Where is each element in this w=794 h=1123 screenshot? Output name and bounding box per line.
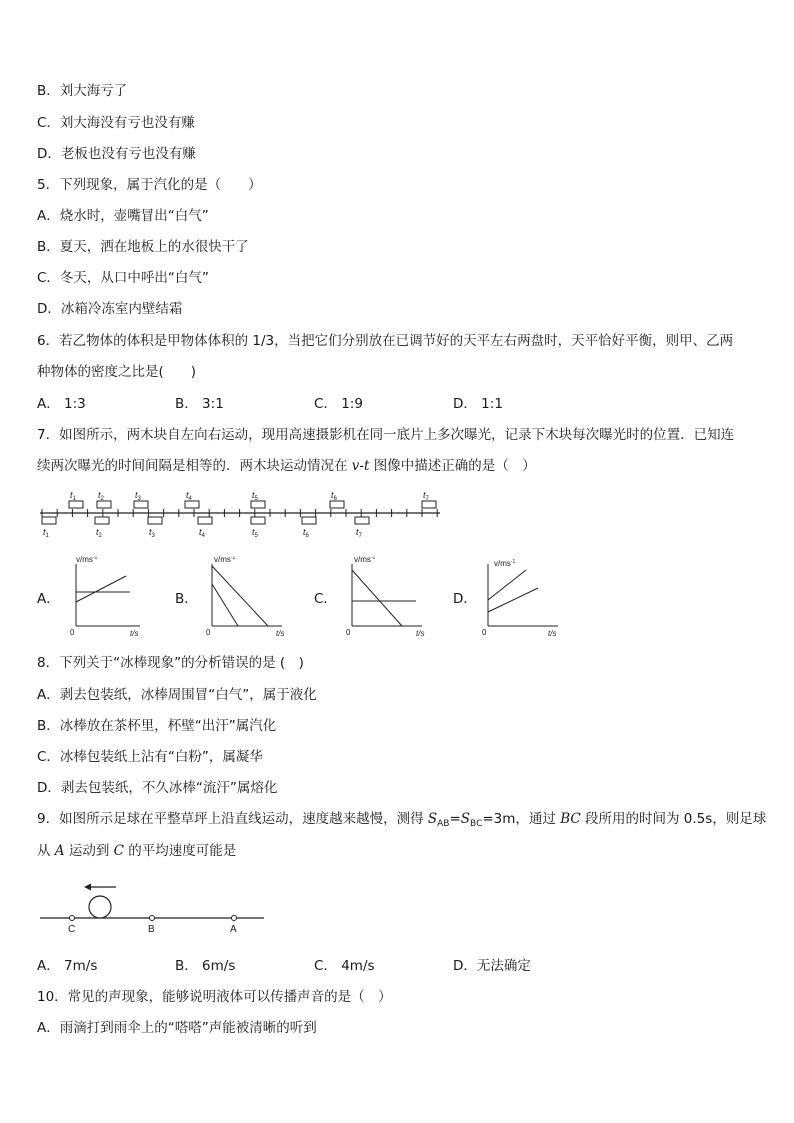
q8-option-c: C．冰棒包装纸上沾有“白粉”，属凝华	[37, 749, 263, 765]
q8-option-b: B．冰棒放在茶杯里，杯壁“出汗”属汽化	[37, 718, 277, 734]
q6-stem-line2: 种物体的密度之比是( )	[37, 364, 197, 380]
lower-block-label: $t_1$	[43, 527, 49, 539]
svg-text:v/ms-1	[494, 559, 516, 568]
q5-option-b: B．夏天，洒在地板上的水很快干了	[37, 239, 249, 255]
q7-stem-text-a: 续两次曝光的时间间隔是相等的．两木块运动情况在	[37, 458, 352, 474]
point-a-marker	[232, 916, 237, 921]
lower-block-label: $t_7$	[356, 527, 362, 539]
lower-block	[251, 517, 265, 524]
q9-text-f: 的平均速度可能是	[123, 843, 237, 859]
q7-graph-c	[338, 556, 436, 638]
q7-exposure-strip	[38, 487, 448, 539]
q7-stem-line2	[37, 457, 536, 475]
graph-c-ylabel: v/ms	[354, 556, 371, 564]
q5-stem: 5．下列现象，属于汽化的是（ ）	[37, 177, 262, 193]
q9-subscript-ab: AB	[437, 819, 450, 829]
graph-b-xlabel: t/s	[276, 629, 285, 638]
upper-block-label: $t_2$	[98, 490, 104, 502]
q9-option-a: A． 7m/s	[37, 958, 98, 974]
upper-block-label: $t_4$	[186, 490, 192, 502]
q6-stem-line1: 6．若乙物体的体积是甲物体体积的 1/3，当把它们分别放在已调节好的天平左右两盘时，天平恰好平衡，则甲、乙两	[37, 333, 734, 349]
q9-point-a: A	[54, 843, 65, 859]
q7-vt-symbol: v-t	[351, 458, 370, 474]
q4-option-d: D．老板也没有亏也没有赚	[37, 146, 196, 162]
graph-d-ylabel: v/ms	[494, 559, 511, 568]
graph-d-steep-line	[488, 570, 526, 600]
svg-text:v/ms-1	[76, 556, 98, 564]
point-b-marker	[150, 916, 155, 921]
q7-option-c-label: C．	[314, 591, 337, 607]
q9-s-symbol-ab: S	[427, 811, 438, 827]
upper-block-label: $t_6$	[331, 490, 337, 502]
q9-text-d: 从	[37, 843, 55, 859]
q7-graph-d	[474, 556, 572, 638]
lower-block	[355, 517, 369, 524]
graph-a-ylabel: v/ms	[76, 556, 93, 564]
graph-a-rising-line	[76, 576, 126, 602]
q9-bc-segment: BC	[560, 811, 581, 827]
graph-c-xlabel: t/s	[416, 629, 425, 638]
q7-option-b-label: B．	[175, 591, 198, 607]
lower-block	[42, 517, 56, 524]
q10-stem: 10．常见的声现象，能够说明液体可以传播声音的是（ ）	[37, 989, 392, 1005]
label-c: C	[68, 924, 76, 935]
q8-option-d: D．剥去包装纸，不久冰棒“流汗”属熔化	[37, 780, 278, 796]
upper-block-label: $t_5$	[252, 490, 258, 502]
q9-text-b: =3m，通过	[482, 811, 561, 827]
q9-option-c: C． 4m/s	[314, 958, 375, 974]
upper-block-label: $t_3$	[135, 490, 141, 502]
q5-option-d: D．冰箱冷冻室内壁结霜	[37, 301, 183, 317]
lower-block	[95, 517, 109, 524]
q9-stem-line2	[37, 842, 236, 860]
q7-graph-a	[62, 556, 154, 638]
lower-block	[148, 517, 162, 524]
q9-option-d: D．无法确定	[453, 958, 531, 974]
q7-stem-line1: 7．如图所示，两木块自左向右运动，现用高速摄影机在同一底片上多次曝光，记录下木块每次曝光时的位置．已知连	[37, 427, 735, 443]
q9-text-c: 段所用的时间为 0.5s，则足球	[580, 811, 767, 827]
graph-a-xlabel: t/s	[130, 629, 139, 638]
q9-point-c: C	[113, 843, 124, 859]
graph-d-shallow-line	[488, 588, 538, 612]
lower-block-label: $t_3$	[149, 527, 155, 539]
q10-option-a: A．雨滴打到雨伞上的“嗒嗒”声能被清晰的听到	[37, 1020, 317, 1036]
q9-option-b: B． 6m/s	[175, 958, 236, 974]
q9-s-symbol-bc: S	[460, 811, 471, 827]
lower-block-label: $t_2$	[96, 527, 102, 539]
upper-block	[134, 501, 148, 508]
football-icon	[89, 896, 111, 918]
q9-text-a: 9．如图所示足球在平整草坪上沿直线运动，速度越来越慢，测得	[37, 811, 428, 827]
q5-option-c: C．冬天，从口中呼出“白气”	[37, 270, 209, 286]
q8-option-a: A．剥去包装纸，冰棒周围冒“白气”，属于液化	[37, 687, 317, 703]
upper-block	[185, 501, 199, 508]
q9-ball-figure	[38, 878, 270, 936]
q6-option-d: D． 1:1	[453, 396, 503, 412]
graph-a-ylabel-sup: -1	[92, 556, 98, 561]
q9-stem-line1	[37, 810, 766, 833]
lower-block	[302, 517, 316, 524]
q6-option-c: C． 1:9	[314, 396, 363, 412]
label-a: A	[230, 924, 237, 935]
q9-subscript-bc: BC	[470, 819, 483, 829]
upper-block	[69, 501, 83, 508]
lower-block-label: $t_4$	[199, 527, 205, 539]
graph-b-line-1	[212, 566, 268, 626]
label-b: B	[148, 924, 155, 935]
q7-graph-b	[198, 556, 296, 638]
upper-block	[251, 501, 265, 508]
svg-text:v/ms-1	[354, 556, 376, 564]
lower-block	[198, 517, 212, 524]
graph-c-origin: 0	[346, 628, 351, 637]
graph-a-origin: 0	[70, 628, 75, 637]
upper-block-label: $t_7$	[423, 490, 429, 502]
q7-stem-text-b: 图像中描述正确的是（ ）	[369, 458, 536, 474]
q9-equals: =	[449, 811, 461, 827]
graph-c-ylabel-sup: -1	[370, 556, 376, 561]
upper-block	[422, 501, 436, 508]
q7-option-a-label: A．	[37, 591, 60, 607]
graph-d-ylabel-sup: -1	[510, 559, 516, 565]
graph-d-xlabel: t/s	[548, 629, 557, 638]
q6-option-b: B． 3:1	[175, 396, 224, 412]
q6-option-a: A． 1:3	[37, 396, 86, 412]
q4-option-b: B．刘大海亏了	[37, 83, 128, 99]
svg-text:v/ms-1	[214, 556, 236, 564]
q5-option-a: A．烧水时，壶嘴冒出“白气”	[37, 208, 209, 224]
q7-option-d-label: D．	[453, 591, 477, 607]
graph-b-ylabel-sup: -1	[230, 556, 236, 561]
lower-block-label: $t_5$	[252, 527, 258, 539]
graph-b-ylabel: v/ms	[214, 556, 231, 564]
graph-c-falling-line	[352, 570, 402, 626]
point-c-marker	[70, 916, 75, 921]
q8-stem: 8．下列关于“冰棒现象”的分析错误的是 ( )	[37, 655, 304, 671]
graph-d-origin: 0	[482, 628, 487, 637]
upper-block	[330, 501, 344, 508]
upper-block-label: $t_1$	[70, 490, 76, 502]
q9-text-e: 运动到	[64, 843, 114, 859]
graph-b-origin: 0	[206, 628, 211, 637]
upper-block	[97, 501, 111, 508]
lower-block-label: $t_6$	[303, 527, 309, 539]
q4-option-c: C．刘大海没有亏也没有赚	[37, 115, 195, 131]
